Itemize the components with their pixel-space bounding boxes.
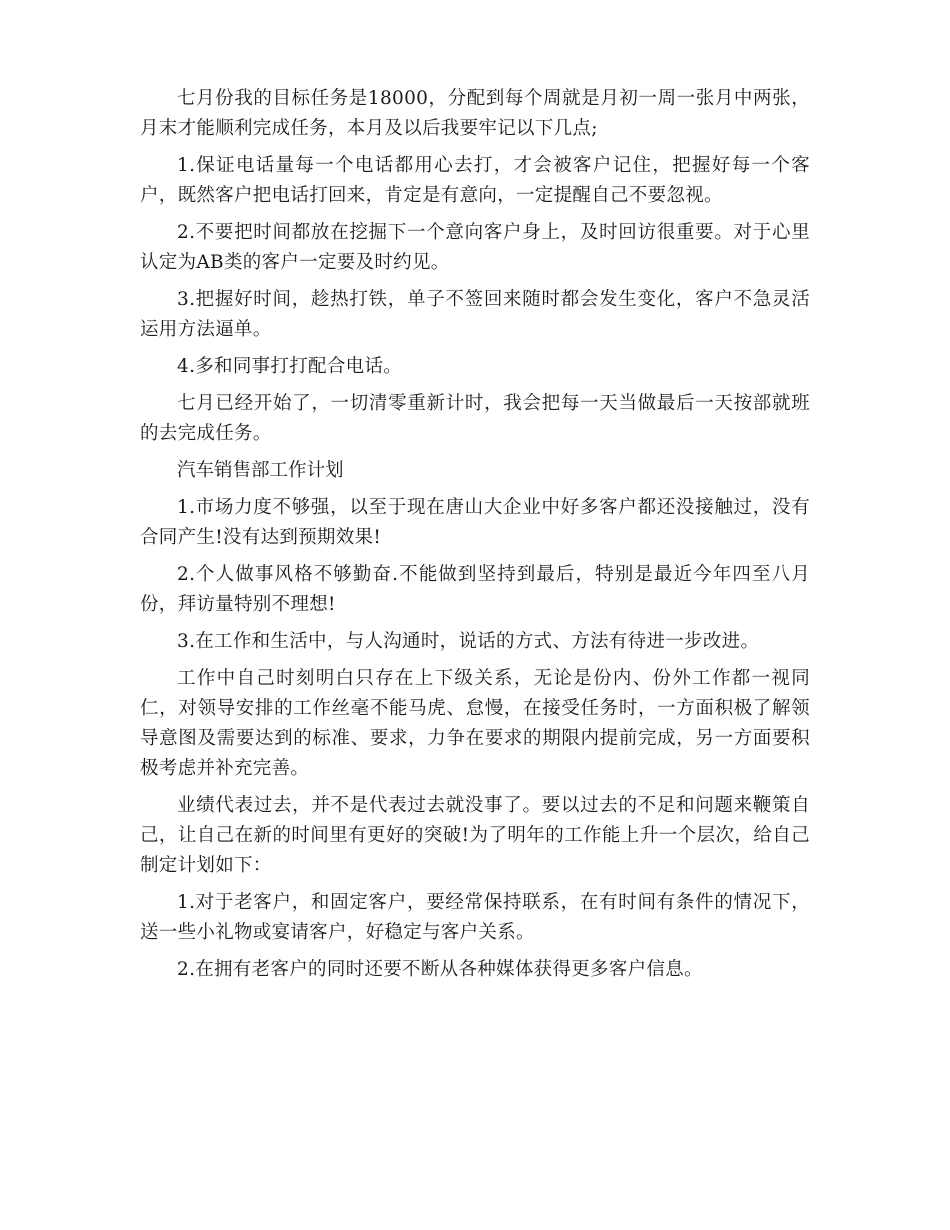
paragraph-point-2: 2.不要把时间都放在挖掘下一个意向客户身上，及时回访很重要。对于心里认定为AB类的客户一定要及时约见。 bbox=[140, 222, 810, 273]
paragraph-issue-1: 1.市场力度不够强，以至于现在唐山大企业中好多客户都还没接触过，没有合同产生!没有达到预期效果! bbox=[140, 497, 810, 548]
paragraph-issue-3: 3.在工作和生活中，与人沟通时，说话的方式、方法有待进一步改进。 bbox=[177, 631, 760, 652]
paragraph-work-attitude: 工作中自己时刻明白只存在上下级关系，无论是份内、份外工作都一视同仁，对领导安排的工作丝毫不能马虎、怠慢，在接受任务时，一方面积极了解领导意图及需要达到的标准、要求，力争在要求的期限内提前完成，另一方面要积极考虑并补充完善。 bbox=[140, 668, 810, 779]
paragraph-plan-1: 1.对于老客户，和固定客户，要经常保持联系，在有时间有条件的情况下，送一些小礼物或宴请客户，好稳定与客户关系。 bbox=[140, 892, 810, 943]
paragraph-july-start: 七月已经开始了，一切清零重新计时，我会把每一天当做最后一天按部就班的去完成任务。 bbox=[140, 393, 810, 444]
paragraph-point-4: 4.多和同事打打配合电话。 bbox=[177, 356, 403, 377]
paragraph-point-3: 3.把握好时间，趁热打铁，单子不签回来随时都会发生变化，客户不急灵活运用方法逼单。 bbox=[140, 289, 810, 340]
paragraph-point-1: 1.保证电话量每一个电话都用心去打，才会被客户记住，把握好每一个客户，既然客户把电话打回来，肯定是有意向，一定提醒自己不要忽视。 bbox=[140, 155, 810, 206]
paragraph-issue-2: 2.个人做事风格不够勤奋.不能做到坚持到最后，特别是最近今年四至八月份，拜访量特别不理想! bbox=[140, 564, 810, 615]
paragraph-monthly-target: 七月份我的目标任务是18000，分配到每个周就是月初一周一张月中两张，月末才能顺利完成任务，本月及以后我要牢记以下几点; bbox=[140, 88, 810, 139]
document-page bbox=[140, 84, 810, 992]
section-heading: 汽车销售部工作计划 bbox=[177, 460, 344, 481]
paragraph-plan-2: 2.在拥有老客户的同时还要不断从各种媒体获得更多客户信息。 bbox=[177, 959, 703, 980]
paragraph-performance: 业绩代表过去，并不是代表过去就没事了。要以过去的不足和问题来鞭策自己，让自己在新的时间里有更好的突破!为了明年的工作能上升一个层次，给自己制定计划如下： bbox=[140, 795, 810, 876]
